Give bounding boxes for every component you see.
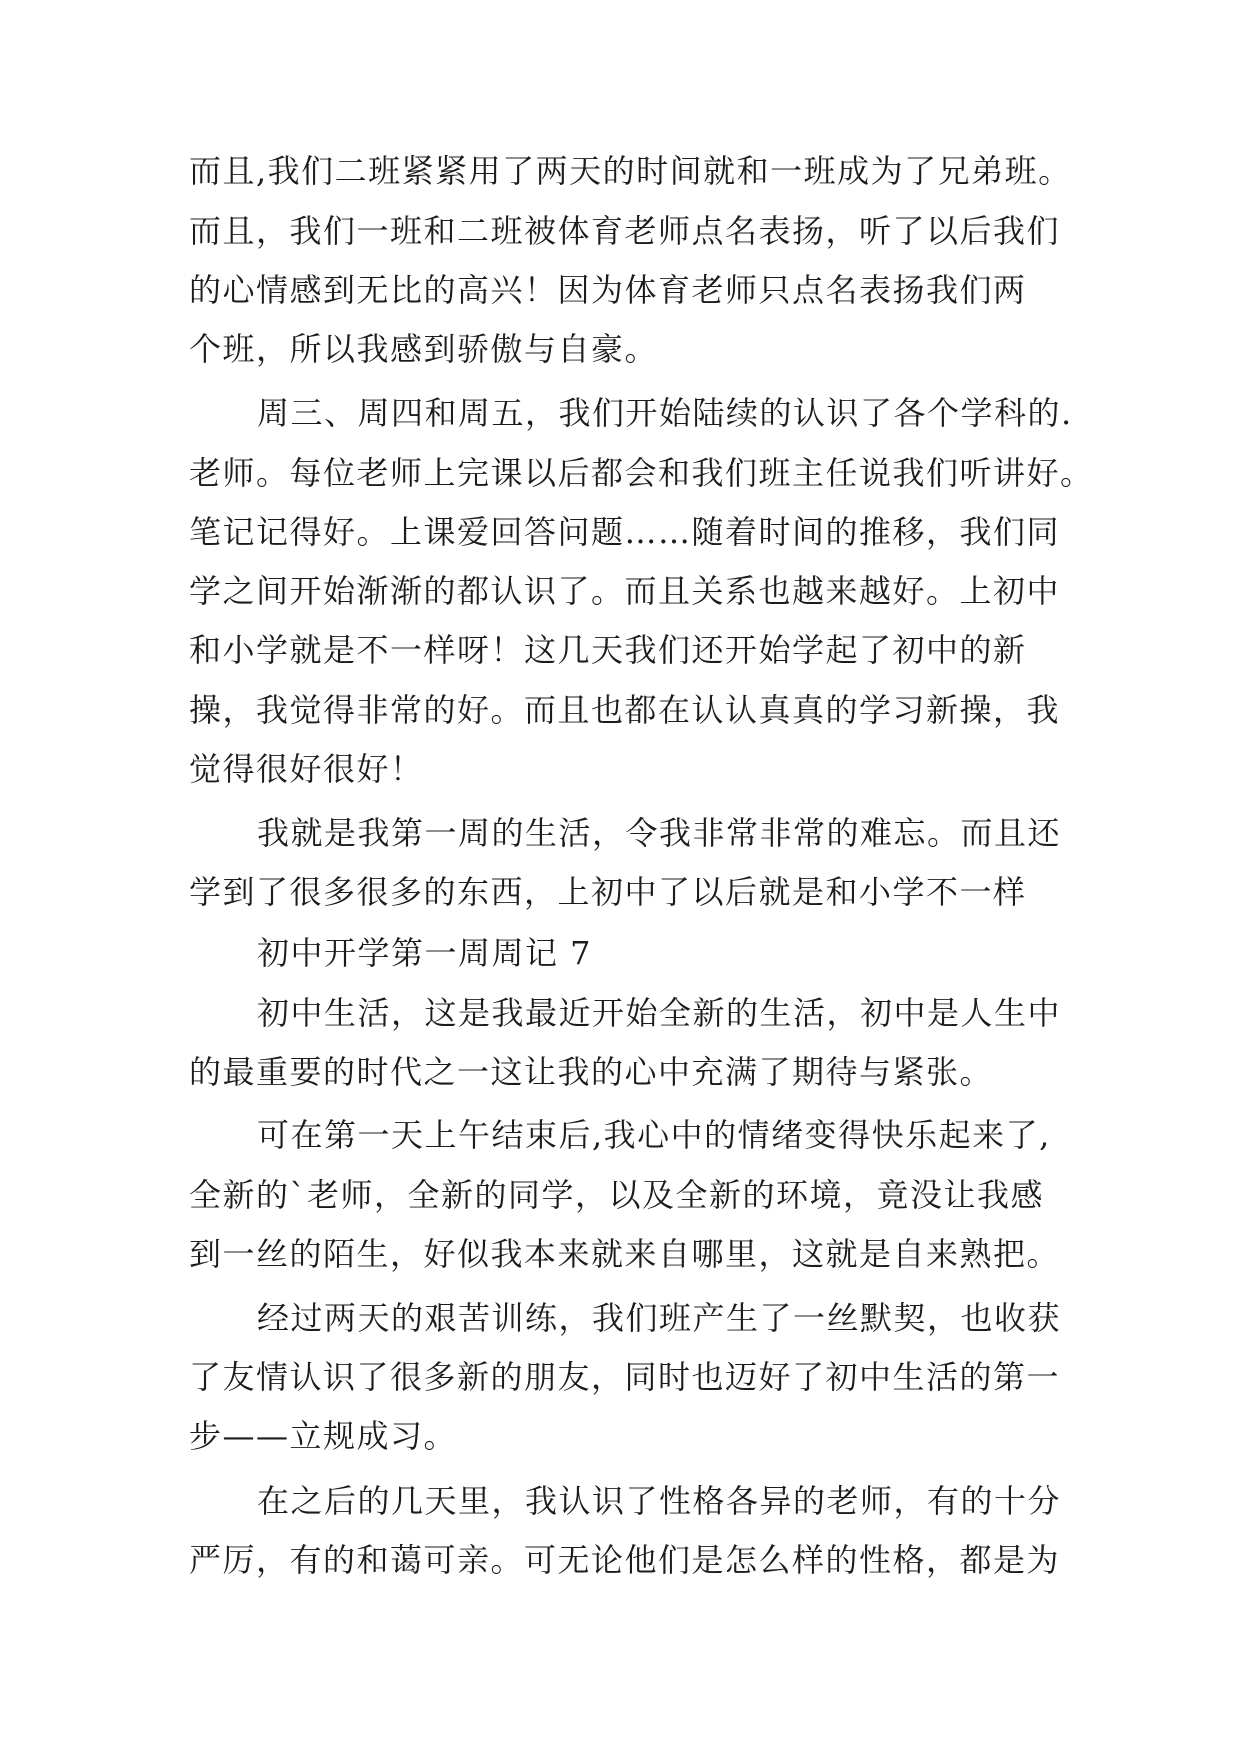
text-line: 个班，所以我感到骄傲与自豪。 xyxy=(189,330,659,368)
text-line: 而且,我们二班紧紧用了两天的时间就和一班成为了兄弟班。 xyxy=(189,152,1072,190)
text-line: 老师。每位老师上完课以后都会和我们班主任说我们听讲好。 xyxy=(189,454,1094,492)
text-line: 的最重要的时代之一这让我的心中充满了期待与紧张。 xyxy=(189,1053,994,1091)
text-line: 和小学就是不一样呀！这几天我们还开始学起了初中的新 xyxy=(189,631,1027,669)
text-line: 的心情感到无比的高兴！因为体育老师只点名表扬我们两 xyxy=(189,271,1027,309)
paragraph-first-line: 在之后的几天里，我认识了性格各异的老师，有的十分 xyxy=(257,1482,1062,1520)
paragraph-first-line: 我就是我第一周的生活，令我非常非常的难忘。而且还 xyxy=(257,814,1062,852)
paragraph-first-line: 可在第一天上午结束后,我心中的情绪变得快乐起来了, xyxy=(257,1116,1051,1154)
text-line: 学到了很多很多的东西，上初中了以后就是和小学不一样 xyxy=(189,873,1027,911)
paragraph-first-line: 经过两天的艰苦训练，我们班产生了一丝默契，也收获 xyxy=(257,1299,1062,1337)
text-line: 到一丝的陌生，好似我本来就来自哪里，这就是自来熟把。 xyxy=(189,1235,1061,1273)
section-heading: 初中开学第一周周记 7 xyxy=(257,934,593,972)
text-line: 步——立规成习。 xyxy=(189,1417,458,1455)
text-line: 学之间开始渐渐的都认识了。而且关系也越来越好。上初中 xyxy=(189,572,1061,610)
text-line: 觉得很好很好！ xyxy=(189,750,424,788)
text-line: 严厉，有的和蔼可亲。可无论他们是怎么样的性格，都是为 xyxy=(189,1541,1061,1579)
text-line: 笔记记得好。上课爱回答问题……随着时间的推移，我们同 xyxy=(189,513,1061,551)
text-line: 了友情认识了很多新的朋友，同时也迈好了初中生活的第一 xyxy=(189,1358,1061,1396)
text-line: 全新的`老师，全新的同学，以及全新的环境，竟没让我感 xyxy=(189,1176,1045,1214)
paragraph-first-line: 周三、周四和周五，我们开始陆续的认识了各个学科的. xyxy=(257,394,1073,432)
text-line: 而且，我们一班和二班被体育老师点名表扬，听了以后我们 xyxy=(189,212,1061,250)
text-line: 操，我觉得非常的好。而且也都在认认真真的学习新操，我 xyxy=(189,691,1061,729)
paragraph-first-line: 初中生活，这是我最近开始全新的生活，初中是人生中 xyxy=(257,994,1062,1032)
